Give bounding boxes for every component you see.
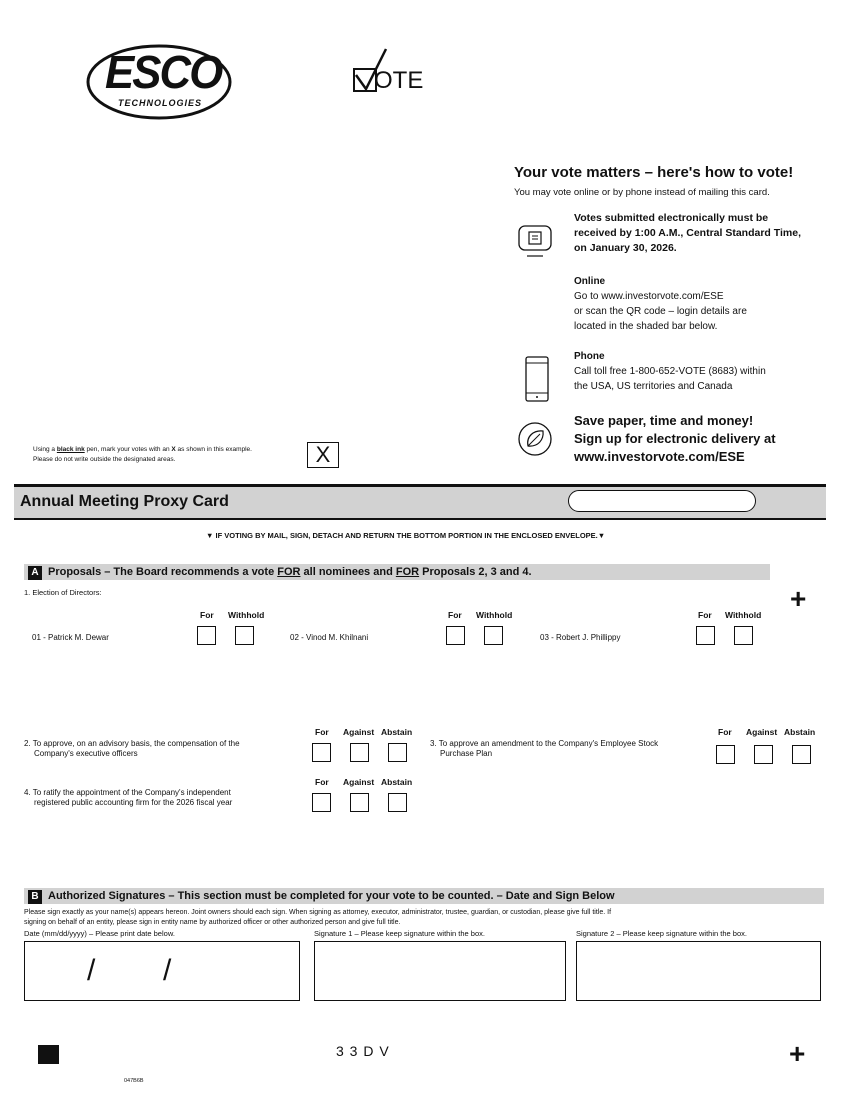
signature2-label: Signature 2 – Please keep signature within the box. — [576, 929, 747, 938]
marking-instructions — [33, 446, 252, 453]
proposal2-abstain-header: Abstain — [381, 727, 413, 737]
proposal2-for-header: For — [315, 727, 329, 737]
date-label: Date (mm/dd/yyyy) – Please print date below. — [24, 929, 175, 938]
proposal4-abstain-checkbox[interactable] — [388, 793, 407, 812]
paper-line3: www.investorvote.com/ESE — [574, 449, 745, 464]
proposal3-abstain-header: Abstain — [784, 727, 816, 737]
proposal4-against-checkbox[interactable] — [350, 793, 369, 812]
section-a-title — [48, 564, 532, 580]
signature-instructions-2: signing on behalf of an entity, please sign in entity name by authorized officer or other authorized person and give full title. — [24, 919, 401, 926]
proposal3-line1: 3. To approve an amendment to the Company's Employee Stock — [430, 739, 659, 748]
proposal4-for-header: For — [315, 777, 329, 787]
phone-title: Phone — [574, 351, 605, 362]
date-slash-1: / — [87, 954, 96, 987]
proposal2-for-checkbox[interactable] — [312, 743, 331, 762]
nominee2-for-header: For — [448, 610, 462, 620]
proposal2-abstain-checkbox[interactable] — [388, 743, 407, 762]
proposal4-line2: registered public accounting firm for the 2026 fiscal year — [34, 798, 233, 807]
proposal2-against-checkbox[interactable] — [350, 743, 369, 762]
esco-wordmark: ESCO — [105, 46, 222, 98]
vote-logo-text: OTE — [374, 67, 424, 94]
esco-logo — [84, 40, 234, 122]
instructions-black-ink: black ink — [56, 446, 85, 453]
nominee1-for-header: For — [200, 610, 214, 620]
proposal4-line1: 4. To ratify the appointment of the Company's independent — [24, 788, 231, 797]
registration-plus-bottom: + — [789, 1038, 806, 1069]
proposal3-for-checkbox[interactable] — [716, 745, 735, 764]
proposal2-line2: Company's executive officers — [34, 749, 138, 758]
vote-logo — [352, 45, 442, 97]
document-number: 047B6B — [124, 1078, 144, 1084]
example-mark-box — [307, 442, 339, 468]
section-a-title-3: Proposals 2, 3 and 4. — [419, 566, 532, 578]
election-label: 1. Election of Directors: — [24, 588, 102, 597]
proposal3-against-checkbox[interactable] — [754, 745, 773, 764]
nominee1-for-checkbox[interactable] — [197, 626, 216, 645]
online-title: Online — [574, 276, 606, 287]
nominee3-withhold-checkbox[interactable] — [734, 626, 753, 645]
example-mark: X — [315, 442, 331, 467]
nominee-2: 02 - Vinod M. Khilnani — [290, 633, 369, 642]
nominee2-withhold-header: Withhold — [476, 610, 513, 620]
proposal3-for-header: For — [718, 727, 732, 737]
mail-instruction: ▼ IF VOTING BY MAIL, SIGN, DETACH AND RETURN THE BOTTOM PORTION IN THE ENCLOSED ENVELOPE.▼ — [206, 531, 606, 540]
vote-deadline: Votes submitted electronically must be received by 1:00 A.M., Central Standard Time, on January 30, 2026. — [574, 212, 801, 254]
instructions-x: X — [171, 446, 176, 453]
nominee3-withhold-header: Withhold — [725, 610, 762, 620]
marking-instructions-line2: Please do not write outside the designated areas. — [33, 456, 176, 463]
nominee-1: 01 - Patrick M. Dewar — [32, 633, 109, 642]
signature-instructions-1: Please sign exactly as your name(s) appears hereon. Joint owners should each sign. When signing as attorney, executor, administrator, trustee, guardian, or custodian, please give full title. If — [24, 909, 612, 916]
paper-line1: Save paper, time and money! — [574, 413, 754, 428]
proposal4-for-checkbox[interactable] — [312, 793, 331, 812]
online-line3: located in the shaded bar below. — [574, 321, 718, 332]
leaf-icon — [516, 420, 554, 463]
nominee2-for-checkbox[interactable] — [446, 626, 465, 645]
instructions-text-2: pen, mark your votes with an — [84, 446, 172, 453]
phone-line2: the USA, US territories and Canada — [574, 381, 733, 392]
proposal4-against-header: Against — [343, 777, 375, 787]
monitor-icon — [517, 224, 555, 265]
phone-icon — [524, 355, 550, 408]
phone-line1: Call toll free 1-800-652-VOTE (8683) within — [574, 366, 766, 377]
section-a-for-2: FOR — [395, 566, 420, 578]
proposal4-abstain-header: Abstain — [381, 777, 413, 787]
date-field[interactable] — [24, 941, 300, 1001]
registration-plus-top: + — [790, 583, 807, 614]
section-b-letter: B — [28, 890, 42, 904]
control-number-oval — [568, 490, 756, 512]
section-a-title-1: Proposals – The Board recommends a vote — [48, 566, 278, 578]
proposal3-line2: Purchase Plan — [440, 749, 493, 758]
proposal2-line1: 2. To approve, on an advisory basis, the compensation of the — [24, 739, 240, 748]
section-a-letter: A — [28, 566, 42, 580]
registration-square — [38, 1045, 59, 1064]
vote-subhead: You may vote online or by phone instead of mailing this card. — [514, 187, 770, 198]
paper-line2: Sign up for electronic delivery at — [574, 431, 776, 446]
online-line2: or scan the QR code – login details are — [574, 306, 747, 317]
nominee2-withhold-checkbox[interactable] — [484, 626, 503, 645]
card-title: Annual Meeting Proxy Card — [20, 493, 229, 510]
vote-headline: Your vote matters – here's how to vote! — [514, 164, 794, 181]
signature1-label: Signature 1 – Please keep signature within the box. — [314, 929, 485, 938]
card-code: 3 3 D V — [336, 1043, 390, 1059]
instructions-text-3: as shown in this example. — [175, 446, 252, 453]
signature1-field[interactable] — [314, 941, 566, 1001]
nominee1-withhold-checkbox[interactable] — [235, 626, 254, 645]
proposal2-against-header: Against — [343, 727, 375, 737]
section-a-title-2: all nominees and — [300, 566, 396, 578]
esco-subtitle: TECHNOLOGIES — [118, 98, 203, 108]
section-b-title: Authorized Signatures – This section must be completed for your vote to be counted. – Date and Sign Below — [48, 890, 615, 902]
proposal3-abstain-checkbox[interactable] — [792, 745, 811, 764]
date-slash-2: / — [163, 954, 172, 987]
nominee-3: 03 - Robert J. Phillippy — [540, 633, 621, 642]
online-line1: Go to www.investorvote.com/ESE — [574, 291, 724, 302]
title-bar-bottom-rule — [14, 518, 826, 520]
nominee1-withhold-header: Withhold — [228, 610, 265, 620]
proposal3-against-header: Against — [746, 727, 778, 737]
instructions-text-1: Using a — [33, 446, 57, 453]
signature2-field[interactable] — [576, 941, 821, 1001]
section-a-for-1: FOR — [277, 566, 301, 578]
nominee3-for-header: For — [698, 610, 712, 620]
nominee3-for-checkbox[interactable] — [696, 626, 715, 645]
